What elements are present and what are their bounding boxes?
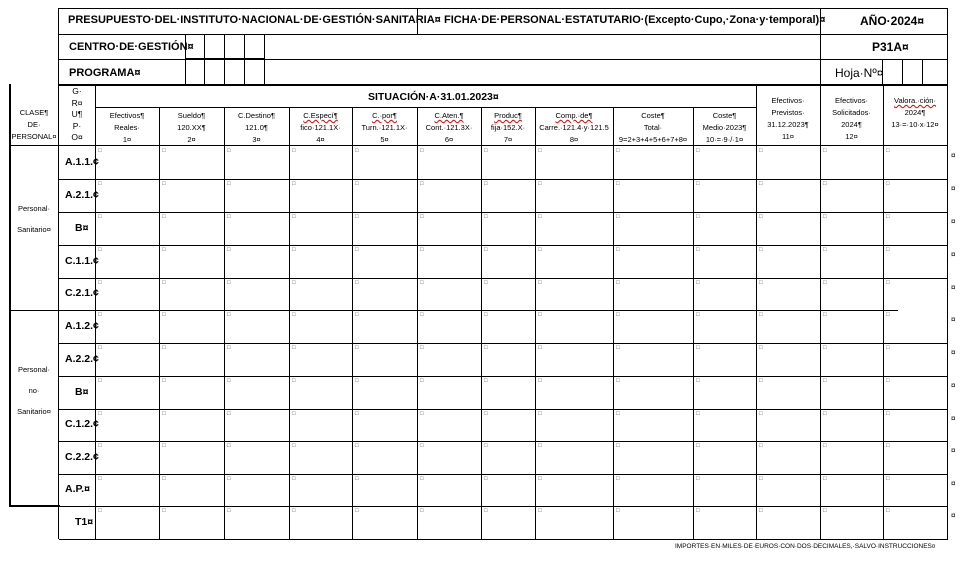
cell-marker: □	[227, 345, 231, 351]
cell-marker: □	[886, 214, 890, 220]
cell-marker: □	[616, 378, 620, 384]
cell-marker: □	[538, 280, 542, 286]
column-header-11-line-4: 11¤	[782, 132, 794, 141]
cell-marker: □	[696, 280, 700, 286]
cell-marker: □	[162, 476, 166, 482]
cell-marker: □	[759, 214, 763, 220]
clase-line-1: CLASE¶	[19, 108, 49, 117]
cell-marker: □	[823, 476, 827, 482]
column-header-6-line-2: Cont.·121.3X·	[425, 123, 473, 132]
cell-marker: □	[420, 280, 424, 286]
row-end-marker: ¤	[951, 151, 956, 160]
cell-marker: □	[227, 411, 231, 417]
cell-marker: □	[538, 476, 542, 482]
cell-marker: □	[886, 280, 890, 286]
form-code: P31A¤	[872, 40, 909, 54]
column-header-11	[756, 95, 820, 143]
cell-marker: □	[355, 148, 359, 154]
column-header-12-line-4: 12¤	[845, 132, 858, 141]
cell-marker: □	[292, 411, 296, 417]
cell-marker: □	[484, 508, 488, 514]
year-label: AÑO·2024¤	[860, 14, 925, 28]
row-end-marker: ¤	[951, 184, 956, 193]
group-row-label: A.2.2.¢	[65, 352, 99, 365]
cell-marker: □	[355, 280, 359, 286]
clase-sanitario-label	[10, 198, 58, 240]
column-header-13-line-1: Valora.·ción·	[894, 96, 936, 105]
cell-marker: □	[484, 280, 488, 286]
column-header-5-line-2: Turn.·121.1X·	[361, 123, 408, 132]
cell-marker: □	[98, 280, 102, 286]
grupo-line-2: R¤	[71, 97, 83, 108]
cell-marker: □	[292, 148, 296, 154]
cell-marker: □	[227, 214, 231, 220]
cell-marker: □	[292, 181, 296, 187]
cell-marker: □	[538, 214, 542, 220]
cell-marker: □	[538, 181, 542, 187]
column-header-8	[535, 110, 613, 146]
row-end-marker: ¤	[951, 217, 956, 226]
cell-marker: □	[355, 508, 359, 514]
cell-marker: □	[696, 378, 700, 384]
column-header-12-line-3: 2024¶	[841, 120, 862, 129]
column-header-2-line-1: Sueldo¶	[177, 111, 206, 120]
cell-marker: □	[616, 280, 620, 286]
cell-marker: □	[420, 345, 424, 351]
cell-marker: □	[484, 345, 488, 351]
hoja-label: Hoja·Nº¤	[835, 66, 884, 80]
column-header-5-line-3: 5¤	[380, 135, 389, 144]
cell-marker: □	[616, 476, 620, 482]
cell-marker: □	[355, 411, 359, 417]
group-row-label: A.P.¤	[65, 483, 90, 495]
column-header-7	[481, 110, 535, 146]
row-end-marker: ¤	[951, 446, 956, 455]
cell-marker: □	[538, 345, 542, 351]
column-header-1	[95, 110, 159, 146]
cell-marker: □	[484, 411, 488, 417]
column-header-8-line-2: Carre.·121.4·y·121.5	[539, 123, 609, 132]
cell-marker: □	[616, 214, 620, 220]
cell-marker: □	[696, 345, 700, 351]
column-header-8-line-1: Comp.·de¶	[555, 111, 593, 120]
cell-marker: □	[886, 247, 890, 253]
row-end-marker: ¤	[951, 348, 956, 357]
column-header-6-line-1: C.Aten.¶	[434, 111, 464, 120]
column-header-4-line-1: C.Especí¶	[303, 111, 338, 120]
cell-marker: □	[759, 508, 763, 514]
cell-marker: □	[696, 181, 700, 187]
cell-marker: □	[823, 214, 827, 220]
column-header-12	[820, 95, 883, 143]
cell-marker: □	[886, 411, 890, 417]
cell-marker: □	[823, 508, 827, 514]
cell-marker: □	[162, 214, 166, 220]
cell-marker: □	[98, 214, 102, 220]
cell-marker: □	[292, 247, 296, 253]
cell-marker: □	[227, 247, 231, 253]
grupo-line-5: O¤	[71, 132, 83, 142]
cell-marker: □	[886, 148, 890, 154]
clase-no-sanitario-line-2: no·	[28, 386, 40, 395]
cell-marker: □	[98, 476, 102, 482]
cell-marker: □	[98, 312, 102, 318]
column-header-10-line-3: 10·=·9·/·1¤	[705, 135, 744, 144]
cell-marker: □	[162, 345, 166, 351]
cell-marker: □	[484, 214, 488, 220]
column-header-5	[352, 110, 417, 146]
cell-marker: □	[823, 181, 827, 187]
column-header-6	[417, 110, 481, 146]
column-header-4	[289, 110, 352, 146]
cell-marker: □	[227, 443, 231, 449]
programa-label: PROGRAMA¤	[69, 67, 141, 79]
grupo-line-1: G·	[72, 86, 82, 96]
row-end-marker: ¤	[951, 414, 956, 423]
cell-marker: □	[484, 247, 488, 253]
cell-marker: □	[696, 443, 700, 449]
cell-marker: □	[292, 476, 296, 482]
cell-marker: □	[616, 181, 620, 187]
cell-marker: □	[98, 181, 102, 187]
cell-marker: □	[823, 312, 827, 318]
cell-marker: □	[759, 280, 763, 286]
cell-marker: □	[227, 476, 231, 482]
cell-marker: □	[162, 508, 166, 514]
cell-marker: □	[823, 443, 827, 449]
cell-marker: □	[696, 148, 700, 154]
clase-sanitario-line-2: Sanitario¤	[17, 225, 51, 234]
cell-marker: □	[616, 411, 620, 417]
cell-marker: □	[696, 247, 700, 253]
grupo-header	[59, 86, 95, 144]
footer-note: IMPORTES·EN·MILES·DE·EUROS·CON·DOS·DECIMALES,·SALVO·INSTRUCCIONES¤	[675, 543, 936, 550]
cell-marker: □	[420, 312, 424, 318]
group-row-label: B¤	[75, 221, 89, 234]
group-row-label: C.1.1.¢	[65, 254, 99, 267]
column-header-13	[883, 95, 947, 131]
cell-marker: □	[538, 443, 542, 449]
group-row-label: C.2.1.¢	[65, 287, 99, 299]
cell-marker: □	[616, 345, 620, 351]
column-header-9	[613, 110, 693, 146]
cell-marker: □	[227, 181, 231, 187]
column-header-2-line-2: 120.XX¶	[177, 123, 206, 132]
cell-marker: □	[616, 443, 620, 449]
cell-marker: □	[292, 345, 296, 351]
cell-marker: □	[759, 476, 763, 482]
column-header-6-line-3: 6¤	[444, 135, 454, 144]
column-header-9-line-1: Coste¶	[641, 111, 665, 120]
column-header-9-line-3: 9=2+3+4+5+6+7+8¤	[618, 135, 688, 144]
cell-marker: □	[162, 247, 166, 253]
cell-marker: □	[227, 148, 231, 154]
cell-marker: □	[886, 345, 890, 351]
cell-marker: □	[823, 411, 827, 417]
cell-marker: □	[759, 378, 763, 384]
cell-marker: □	[538, 148, 542, 154]
cell-marker: □	[98, 508, 102, 514]
cell-marker: □	[823, 247, 827, 253]
cell-marker: □	[484, 378, 488, 384]
cell-marker: □	[355, 345, 359, 351]
cell-marker: □	[696, 508, 700, 514]
cell-marker: □	[98, 247, 102, 253]
cell-marker: □	[355, 214, 359, 220]
cell-marker: □	[696, 476, 700, 482]
cell-marker: □	[759, 345, 763, 351]
cell-marker: □	[292, 443, 296, 449]
cell-marker: □	[227, 508, 231, 514]
cell-marker: □	[292, 508, 296, 514]
column-header-12-line-1: Efectivos·	[835, 96, 868, 105]
cell-marker: □	[538, 247, 542, 253]
cell-marker: □	[162, 148, 166, 154]
cell-marker: □	[292, 280, 296, 286]
cell-marker: □	[538, 411, 542, 417]
clase-line-2: DE·	[27, 120, 41, 129]
column-header-13-line-2: 2024¶	[904, 108, 926, 117]
cell-marker: □	[696, 411, 700, 417]
group-row-label: C.1.2.¢	[65, 418, 99, 430]
column-header-11-line-1: Efectivos·	[771, 96, 805, 105]
cell-marker: □	[355, 247, 359, 253]
cell-marker: □	[420, 443, 424, 449]
cell-marker: □	[823, 148, 827, 154]
cell-marker: □	[98, 378, 102, 384]
cell-marker: □	[886, 312, 890, 318]
cell-marker: □	[292, 378, 296, 384]
column-header-4-line-3: 4¤	[316, 135, 325, 144]
cell-marker: □	[886, 378, 890, 384]
cell-marker: □	[696, 312, 700, 318]
group-row-label: A.2.1.¢	[65, 188, 99, 201]
cell-marker: □	[759, 443, 763, 449]
cell-marker: □	[355, 312, 359, 318]
cell-marker: □	[538, 378, 542, 384]
cell-marker: □	[484, 476, 488, 482]
cell-marker: □	[886, 181, 890, 187]
cell-marker: □	[420, 247, 424, 253]
grupo-line-4: P·	[72, 120, 82, 131]
cell-marker: □	[162, 312, 166, 318]
clase-no-sanitario-label	[10, 359, 58, 422]
cell-marker: □	[759, 312, 763, 318]
cell-marker: □	[98, 411, 102, 417]
cell-marker: □	[759, 411, 763, 417]
cell-marker: □	[696, 214, 700, 220]
column-header-13-line-3: 13·=·10·x·12¤	[891, 120, 939, 129]
cell-marker: □	[484, 443, 488, 449]
cell-marker: □	[98, 148, 102, 154]
cell-marker: □	[162, 378, 166, 384]
ficha-title: FICHA·DE·PERSONAL·ESTATUTARIO·(Excepto·Cupo,·Zona·y·temporal)¤	[444, 14, 826, 26]
cell-marker: □	[355, 181, 359, 187]
column-header-1-line-2: Reales·	[114, 123, 140, 132]
group-row-label: A.1.2.¢	[65, 319, 99, 332]
cell-marker: □	[886, 476, 890, 482]
cell-marker: □	[616, 312, 620, 318]
row-end-marker: ¤	[951, 315, 956, 324]
cell-marker: □	[420, 476, 424, 482]
cell-marker: □	[538, 508, 542, 514]
cell-marker: □	[823, 378, 827, 384]
clase-no-sanitario-line-1: Personal·	[17, 365, 51, 374]
group-row-label: T1¤	[75, 515, 94, 528]
cell-marker: □	[162, 411, 166, 417]
cell-marker: □	[759, 247, 763, 253]
column-header-1-line-3: 1¤	[122, 135, 132, 144]
row-end-marker: ¤	[951, 511, 956, 520]
centro-label: CENTRO·DE·GESTIÓN¤	[69, 41, 194, 53]
column-header-7-line-3: 7¤	[503, 135, 513, 144]
cell-marker: □	[355, 443, 359, 449]
cell-marker: □	[227, 280, 231, 286]
column-header-10-line-1: Coste¶	[712, 111, 737, 120]
cell-marker: □	[886, 443, 890, 449]
cell-marker: □	[420, 508, 424, 514]
cell-marker: □	[292, 312, 296, 318]
cell-marker: □	[823, 345, 827, 351]
clase-line-3: PERSONAL¤	[11, 132, 57, 141]
cell-marker: □	[484, 312, 488, 318]
cell-marker: □	[162, 181, 166, 187]
column-header-11-line-3: 31.12.2023¶	[767, 120, 809, 129]
clase-sanitario-line-1: Personal·	[17, 204, 51, 213]
column-header-8-line-3: 8¤	[569, 135, 579, 144]
column-header-3-line-3: 3¤	[252, 135, 261, 144]
column-header-5-line-1: C.·por¶	[372, 111, 397, 120]
cell-marker: □	[227, 378, 231, 384]
cell-marker: □	[484, 181, 488, 187]
clase-header	[10, 107, 58, 143]
row-end-marker: ¤	[951, 283, 956, 292]
cell-marker: □	[292, 214, 296, 220]
column-header-2	[159, 110, 224, 146]
column-header-7-line-1: Produc¶	[494, 111, 522, 120]
cell-marker: □	[759, 148, 763, 154]
column-header-7-line-2: fija·152.X·	[490, 123, 526, 132]
column-header-2-line-3: 2¤	[187, 135, 196, 144]
column-header-9-line-2: Total·	[643, 123, 663, 132]
column-header-1-line-1: Efectivos¶	[109, 111, 145, 120]
group-row-label: A.1.1.¢	[65, 155, 99, 168]
column-header-4-line-2: fico·121.1X·	[300, 123, 341, 132]
column-header-3-line-1: C.Destino¶	[238, 111, 275, 120]
cell-marker: □	[823, 280, 827, 286]
cell-marker: □	[355, 476, 359, 482]
cell-marker: □	[484, 148, 488, 154]
cell-marker: □	[616, 148, 620, 154]
column-header-3-line-2: 121.0¶	[245, 123, 268, 132]
row-end-marker: ¤	[951, 381, 956, 390]
column-header-10-line-2: Medio·2023¶	[702, 123, 747, 132]
cell-marker: □	[616, 247, 620, 253]
column-header-3	[224, 110, 289, 146]
row-end-marker: ¤	[951, 479, 956, 488]
cell-marker: □	[420, 148, 424, 154]
cell-marker: □	[420, 411, 424, 417]
cell-marker: □	[886, 508, 890, 514]
group-row-label: B¤	[75, 385, 89, 398]
situacion-heading: SITUACIÓN·A·31.01.2023¤	[368, 91, 499, 103]
cell-marker: □	[227, 312, 231, 318]
cell-marker: □	[538, 312, 542, 318]
cell-marker: □	[162, 443, 166, 449]
cell-marker: □	[98, 345, 102, 351]
group-row-label: C.2.2.¢	[65, 450, 99, 463]
cell-marker: □	[420, 378, 424, 384]
column-header-11-line-2: Previstos·	[771, 108, 805, 117]
row-end-marker: ¤	[951, 250, 956, 259]
cell-marker: □	[759, 181, 763, 187]
cell-marker: □	[162, 280, 166, 286]
column-header-12-line-2: Solicitados·	[832, 108, 871, 117]
cell-marker: □	[420, 181, 424, 187]
cell-marker: □	[355, 378, 359, 384]
document-title: PRESUPUESTO·DEL·INSTITUTO·NACIONAL·DE·GESTIÓN·SANITARIA¤	[68, 14, 441, 26]
column-header-10	[693, 110, 756, 146]
cell-marker: □	[616, 508, 620, 514]
cell-marker: □	[420, 214, 424, 220]
cell-marker: □	[98, 443, 102, 449]
grupo-line-3: U¶	[71, 109, 83, 119]
clase-no-sanitario-line-3: Sanitario¤	[17, 407, 51, 416]
